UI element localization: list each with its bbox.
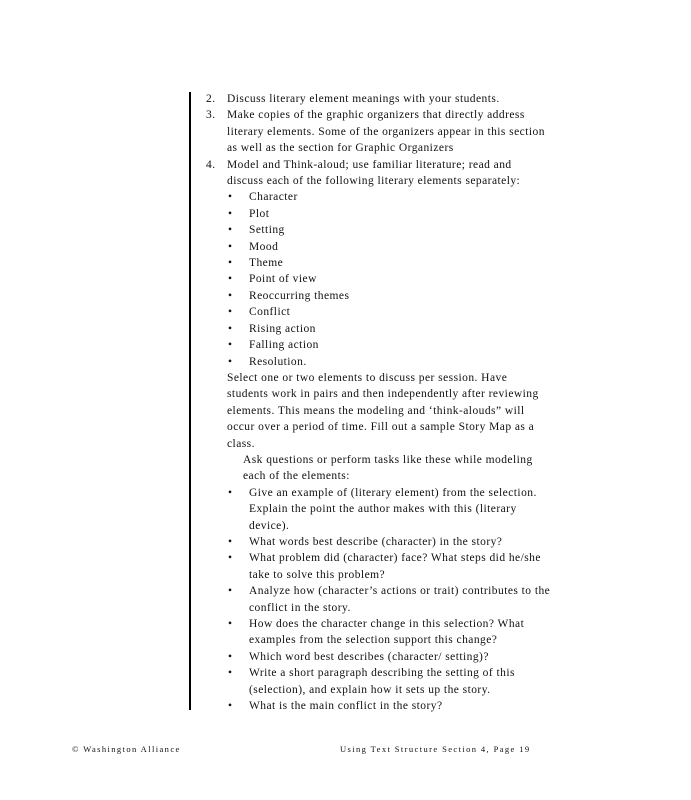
list-item-text: Point of view <box>249 273 317 286</box>
list-item <box>228 206 551 222</box>
left-margin-rule <box>189 92 191 710</box>
list-item <box>228 583 551 616</box>
footer-copyright: © Washington Alliance <box>72 744 181 754</box>
list-item-text: Conflict <box>249 306 291 319</box>
list-item-text: Write a short paragraph describing the setting of this (selection), and explain how it sets up the story. <box>249 667 515 696</box>
bullet-icon: • <box>228 191 233 204</box>
list-item-text: Theme <box>249 257 284 270</box>
numbered-item-3 <box>206 107 551 156</box>
list-item <box>228 304 551 320</box>
bullet-icon: • <box>228 552 233 565</box>
list-item <box>228 649 551 665</box>
bullet-icon: • <box>228 700 233 713</box>
bullet-icon: • <box>228 486 233 499</box>
item-text: Model and Think-aloud; use familiar literature; read and discuss each of the following literary elements separately: <box>227 158 521 188</box>
bullet-icon: • <box>228 535 233 548</box>
list-item <box>228 616 551 649</box>
item-text: Discuss literary element meanings with your students. <box>227 93 500 105</box>
bullet-icon: • <box>228 306 233 319</box>
list-item-text: Character <box>249 191 298 204</box>
list-item <box>228 550 551 583</box>
list-item <box>228 239 551 255</box>
list-item-text: What problem did (character) face? What steps did he/she take to solve this problem? <box>249 552 541 581</box>
numbered-item-2 <box>206 91 551 107</box>
list-item <box>228 222 551 238</box>
bullet-icon: • <box>228 585 233 598</box>
list-item <box>228 534 551 550</box>
list-item-text: Falling action <box>249 339 319 352</box>
bullet-icon: • <box>228 257 233 270</box>
bullet-icon: • <box>228 650 233 663</box>
bullet-icon: • <box>228 322 233 335</box>
list-item <box>228 189 551 205</box>
list-item-text: Which word best describes (character/ setting)? <box>249 650 489 663</box>
bullet-icon: • <box>228 355 233 368</box>
list-item-text: How does the character change in this selection? What examples from the selection support this change? <box>249 618 525 647</box>
list-item-text: Resolution. <box>249 355 307 368</box>
numbered-item-4 <box>206 157 551 190</box>
literary-elements-list <box>228 189 551 369</box>
list-item <box>228 271 551 287</box>
list-item <box>228 288 551 304</box>
list-item <box>228 485 551 534</box>
list-item-text: Reoccurring themes <box>249 289 350 302</box>
list-item <box>228 698 551 714</box>
list-item-text: Give an example of (literary element) from the selection. Explain the point the author makes with this (literary device). <box>249 486 537 532</box>
list-item <box>228 354 551 370</box>
list-item-text: Plot <box>249 207 270 220</box>
list-item-text: Rising action <box>249 322 316 335</box>
bullet-icon: • <box>228 667 233 680</box>
questions-list <box>228 485 551 715</box>
bullet-icon: • <box>228 207 233 220</box>
list-item-text: What words best describe (character) in the story? <box>249 535 503 548</box>
list-item-text: Analyze how (character’s actions or trait) contributes to the conflict in the story. <box>249 585 551 614</box>
ask-questions-paragraph: Ask questions or perform tasks like these while modeling each of the elements: <box>243 453 533 483</box>
bullet-icon: • <box>228 289 233 302</box>
bullet-icon: • <box>228 240 233 253</box>
list-item-text: Mood <box>249 240 279 253</box>
list-item <box>228 665 551 698</box>
footer-page-info: Using Text Structure Section 4, Page 19 <box>340 744 531 754</box>
list-item-text: What is the main conflict in the story? <box>249 700 443 713</box>
bullet-icon: • <box>228 618 233 630</box>
item-number: 4. <box>206 158 216 171</box>
bullet-icon: • <box>228 339 233 352</box>
select-elements-paragraph: Select one or two elements to discuss per session. Have students work in pairs and then independently after reviewing elements. This means the modeling and ‘think-alouds” will occur over a period of time. Fill out a sample Story Map as a class. <box>227 371 539 450</box>
item-text: Make copies of the graphic organizers that directly address literary elements. Some of the organizers appear in this section as well as the section for Graphic Organizers <box>227 109 545 155</box>
bullet-icon: • <box>228 273 233 286</box>
list-item <box>228 255 551 271</box>
list-item <box>228 337 551 353</box>
item-number: 3. <box>206 109 216 122</box>
bullet-icon: • <box>228 224 233 237</box>
item-number: 2. <box>206 93 216 105</box>
list-item-text: Setting <box>249 224 285 237</box>
list-item <box>228 321 551 337</box>
document-body <box>206 91 551 714</box>
